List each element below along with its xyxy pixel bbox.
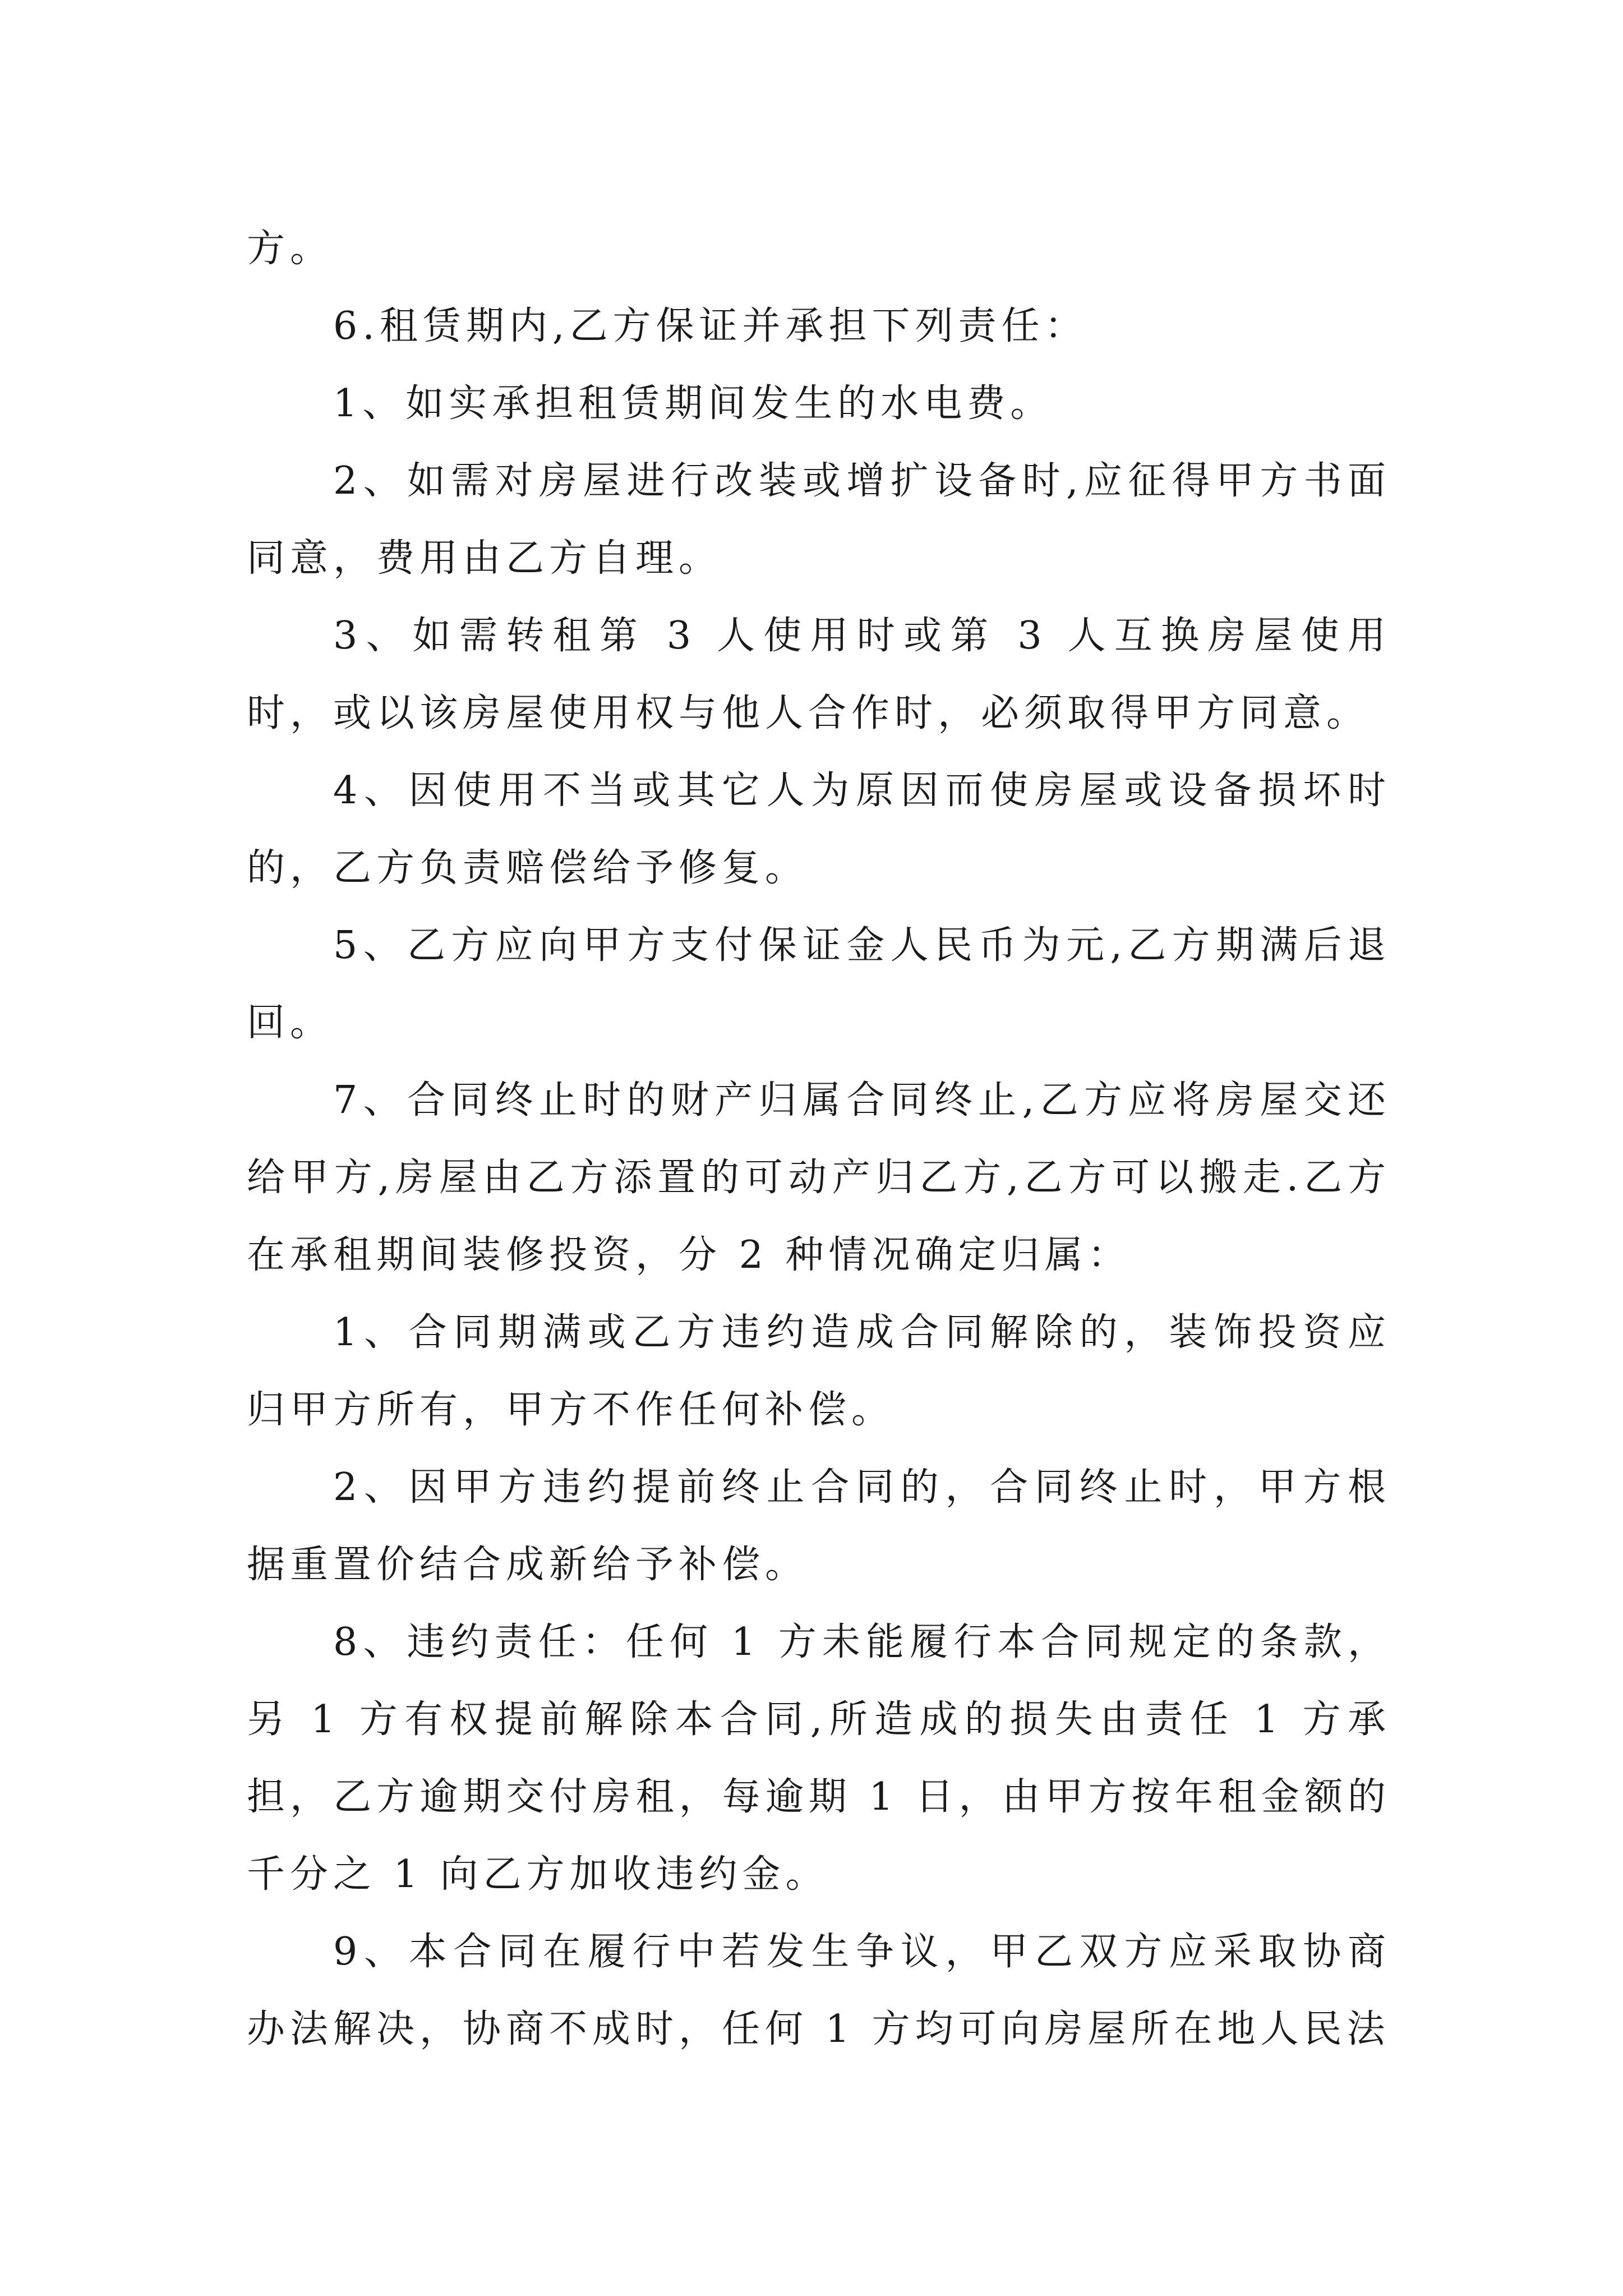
paragraph-clause-7: 7、合同终止时的财产归属合同终止,乙方应将房屋交还给甲方,房屋由乙方添置的可动产归乙方,乙方可以搬走.乙方在承租期间装修投资，分 2 种情况确定归属： [247,1078,1391,1277]
paragraph-clause-9: 9、本合同在履行中若发生争议，甲乙双方应采取协商办法解决，协商不成时，任何 1 方均可向房屋所在地人民法 [247,1930,1391,2051]
document-body [247,210,1391,2068]
paragraph-clause-7-item-1: 1、合同期满或乙方违约造成合同解除的，装饰投资应归甲方所有，甲方不作任何补偿。 [247,1310,1391,1432]
paragraph-clause-8: 8、违约责任：任何 1 方未能履行本合同规定的条款，另 1 方有权提前解除本合同,所造成的损失由责任 1 方承担，乙方逾期交付房租，每逾期 1 日，由甲方按年租金额的千分之 1 向乙方加收违约金。 [247,1620,1391,1897]
paragraph-clause-6-item-3: 3、如需转租第 3 人使用时或第 3 人互换房屋使用时，或以该房屋使用权与他人合作时，必须取得甲方同意。 [247,614,1391,735]
paragraph-clause-6: 6.租赁期内,乙方保证并承担下列责任： [333,304,1088,348]
paragraph-clause-6-item-2: 2、如需对房屋进行改装或增扩设备时,应征得甲方书面同意，费用由乙方自理。 [247,459,1391,581]
paragraph-clause-6-item-1: 1、如实承担租赁期间发生的水电费。 [333,381,1054,426]
paragraph-clause-6-item-5: 5、乙方应向甲方支付保证金人民币为元,乙方期满后退回。 [247,923,1391,1045]
paragraph-clause-7-item-2: 2、因甲方违约提前终止合同的，合同终止时，甲方根据重置价结合成新给予补偿。 [247,1465,1391,1587]
paragraph-clause-6-item-4: 4、因使用不当或其它人为原因而使房屋或设备损坏时的，乙方负责赔偿给予修复。 [247,769,1391,890]
paragraph-continuation: 方。 [247,227,334,271]
